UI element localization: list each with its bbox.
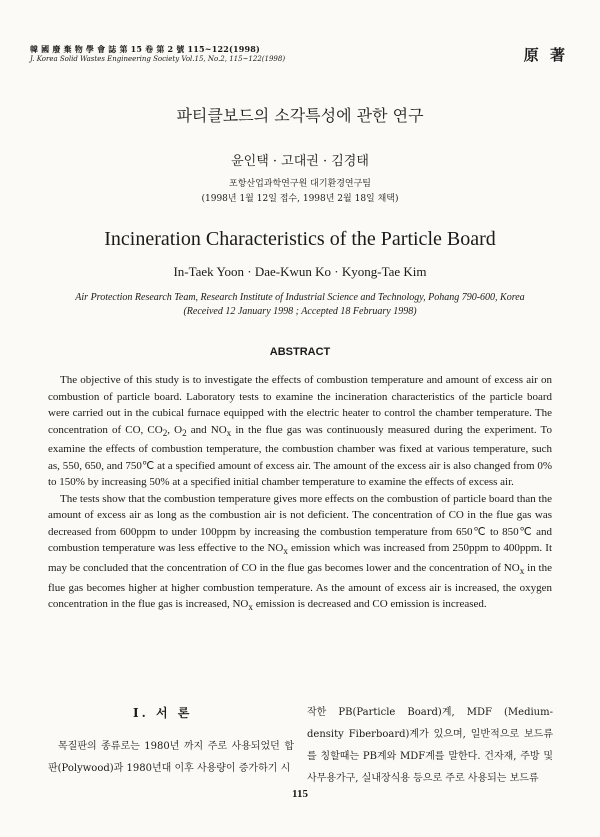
authors-korean: 윤인택 · 고대권 · 김경태 (231, 154, 369, 169)
affiliation-english: Air Protection Research Team, Research Institute of Industrial Science and Technology, Pohang 790-600, Korea (75, 292, 525, 303)
title-korean: 파티클보드의 소각특성에 관한 연구 (176, 106, 424, 125)
dates-english: (Received 12 January 1998 ; Accepted 18 February 1998) (183, 306, 417, 317)
dates-korean: (1998년 1월 12일 접수, 1998년 2월 18일 채택) (201, 194, 399, 204)
abstract-paragraph-2: The tests show that the combustion temperature gives more effects on the combustion of particle board than the amount of excess air as long as the combustion air is not deficient. The concentration of CO in the flue gas was decreased from 600ppm to under 100ppm by increasing the combustion temperature from 650℃ to 850℃ and combustion temperature was less effective to the $NO_x$ emission which was increased from 250ppm to 400ppm. It may be concluded that the concentration of CO in the flue gas becomes lower and the concentration of $NO_x$ in the flue gas becomes higher at higher combustion temperature. As the amount of excess air is increased, the oxygen concentration in the flue gas is increased, $NO_x$ emission is decreased and CO emission is increased. (48, 492, 552, 613)
page-number: 115 (292, 788, 308, 800)
body-text-right-column: 작한 PB(Particle Board)계, MDF (Medium-density Fiberboard)계가 있으며, 일반적으로 보드류를 칭할때는 PB계와 MDF계를 말한다. 건자재, 주방 및 사무용가구, 실내장식용 등으로 주로 사용되는 보드류 (307, 707, 553, 784)
section-heading-introduction: I. 서 론 (133, 706, 193, 720)
title-english: Incineration Characteristics of the Particle Board (104, 228, 496, 250)
abstract-heading: ABSTRACT (269, 346, 331, 358)
body-text-left-column: 목질판의 종류로는 1980년 까지 주로 사용되었던 합판(Polywood)과 1980년대 이후 사용량이 증가하기 시 (48, 741, 294, 774)
authors-english: In-Taek Yoon · Dae-Kwun Ko · Kyong-Tae Kim (173, 264, 427, 279)
abstract-body (48, 372, 552, 616)
abstract-paragraph-1: The objective of this study is to investigate the effects of combustion temperature and amount of excess air on combustion of particle board. Laboratory tests to examine the incineration characteristics of the particle board were carried out in the cubical furnace equipped with the electric heater to control the chamber temperature. The concentration of CO, $CO_2$, $O_2$ and $NO_x$ in the flue gas was continuously measured during the experiment. To examine the effects of combustion temperature, the combustion chamber was fixed at various temperature, such as, 550, 650, and 750℃ at a specified amount of excess air. The amount of the excess air is also changed from 0% to 150% by increasing 50% at a specified initial chamber temperature to examine the effects of excess air. (48, 374, 552, 489)
article-type-label: 原 著 (523, 46, 568, 64)
affiliation-korean: 포항산업과학연구원 대기환경연구팀 (229, 179, 371, 189)
journal-header-korean: 韓 國 廢 棄 物 學 會 誌 第 15 卷 第 2 號 115~122(1998) (30, 44, 261, 54)
journal-header-english: J. Korea Solid Wastes Engineering Society Vol.15, No.2, 115~122(1998) (30, 55, 286, 63)
